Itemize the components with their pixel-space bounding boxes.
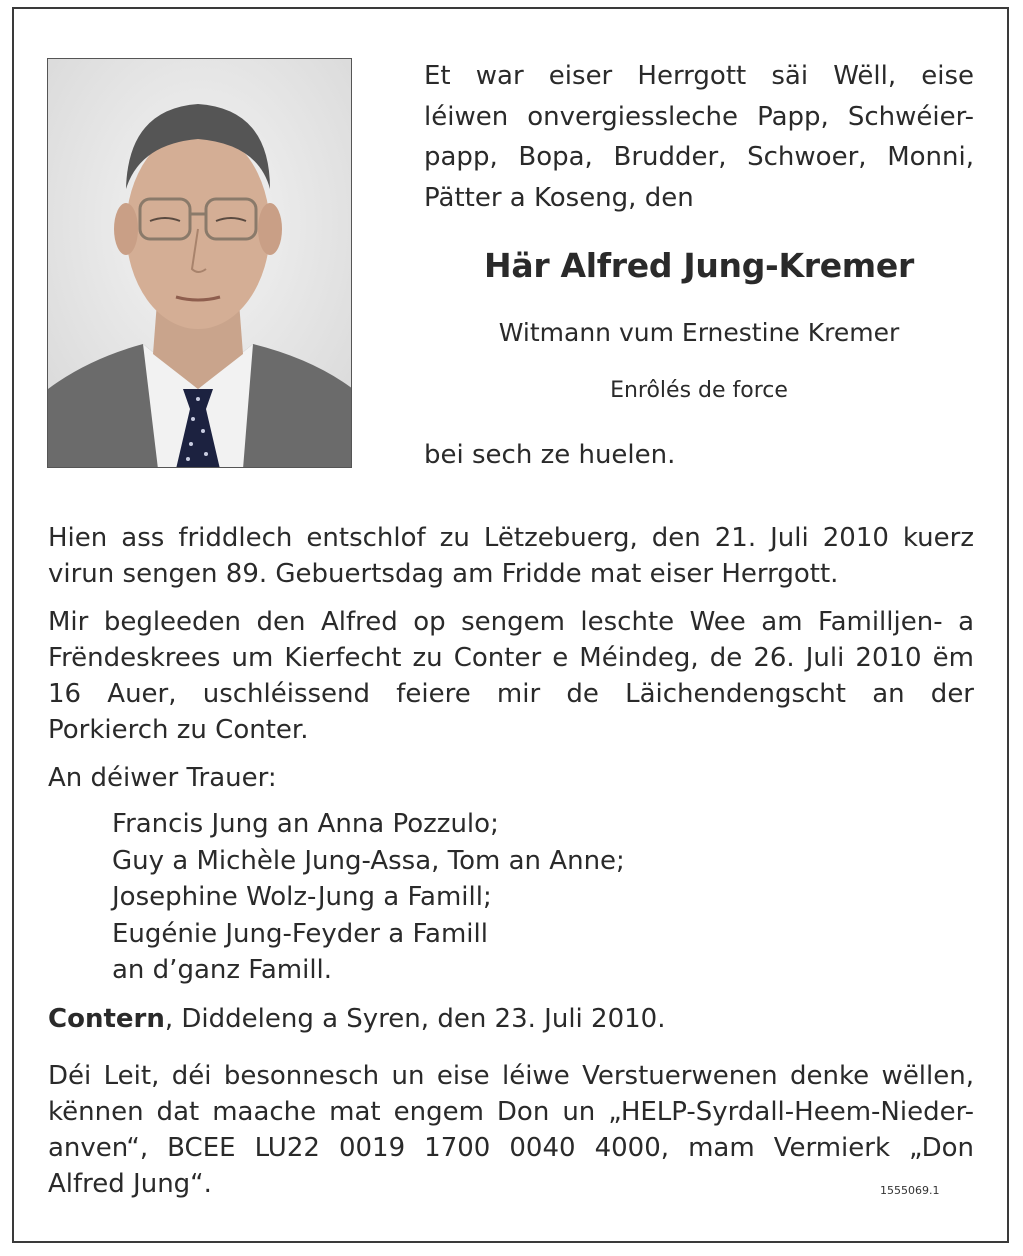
paragraph-line: Frëndeskrees um Kierfecht zu Conter e Méindeg, de 26. Juli 2010 ëm	[48, 643, 974, 673]
paragraph-line: Alfred Jung“.	[48, 1169, 212, 1199]
intro-line: papp, Bopa, Brudder, Schwoer, Monni,	[424, 142, 974, 172]
paragraph-line: 16 Auer, uschléissend feiere mir de Läichendengscht an der	[48, 679, 974, 709]
mourner-item: Josephine Wolz-Jung a Famill;	[112, 882, 492, 912]
place-date	[48, 1004, 665, 1034]
mourner-item: Francis Jung an Anna Pozzulo;	[112, 809, 499, 839]
paragraph-line: Déi Leit, déi besonnesch un eise léiwe Verstuerwenen denke wëllen,	[48, 1061, 974, 1091]
funeral-paragraph	[48, 604, 974, 748]
intro-line: Pätter a Koseng, den	[424, 182, 694, 213]
mourning-intro	[48, 760, 974, 796]
paragraph-line: kënnen dat maache mat engem Don un „HELP-Syrdall-Heem-Nieder-	[48, 1097, 974, 1127]
enroles-note: Enrôlés de force	[610, 378, 788, 403]
mourners-list	[112, 806, 625, 989]
paragraph-line: Hien ass friddlech entschlof zu Lëtzebuerg, den 21. Juli 2010 kuerz	[48, 523, 974, 553]
donation-paragraph	[48, 1058, 974, 1202]
intro-line: Et war eiser Herrgott säi Wëll, eise	[424, 61, 974, 91]
widower-line: Witmann vum Ernestine Kremer	[498, 318, 900, 347]
place-date-rest: , Diddeleng a Syren, den 23. Juli 2010.	[164, 1004, 666, 1034]
mourner-item: Guy a Michèle Jung-Assa, Tom an Anne;	[112, 845, 625, 876]
mourner-item: an d’ganz Famill.	[112, 955, 333, 985]
paragraph-line: Porkierch zu Conter.	[48, 715, 309, 745]
place-name: Contern	[48, 1004, 165, 1034]
death-paragraph	[48, 520, 974, 592]
paragraph-line: virun sengen 89. Gebuertsdag am Fridde mat eiser Herrgott.	[48, 559, 839, 589]
intro-end: bei sech ze huelen.	[424, 440, 676, 470]
intro-line: léiwen onvergiessleche Papp, Schwéier-	[424, 101, 974, 132]
portrait-photo	[47, 58, 352, 468]
mourner-item: Eugénie Jung-Feyder a Famill	[112, 918, 488, 949]
mourning-intro-text: An déiwer Trauer:	[48, 763, 277, 793]
paragraph-line: anven“, BCEE LU22 0019 1700 0040 4000, mam Vermierk „Don	[48, 1133, 974, 1163]
intro-text	[424, 56, 974, 218]
reference-number: 1555069.1	[880, 1184, 940, 1197]
paragraph-line: Mir begleeden den Alfred op sengem leschte Wee am Familljen- a	[48, 607, 974, 637]
deceased-name: Här Alfred Jung-Kremer	[484, 246, 914, 285]
